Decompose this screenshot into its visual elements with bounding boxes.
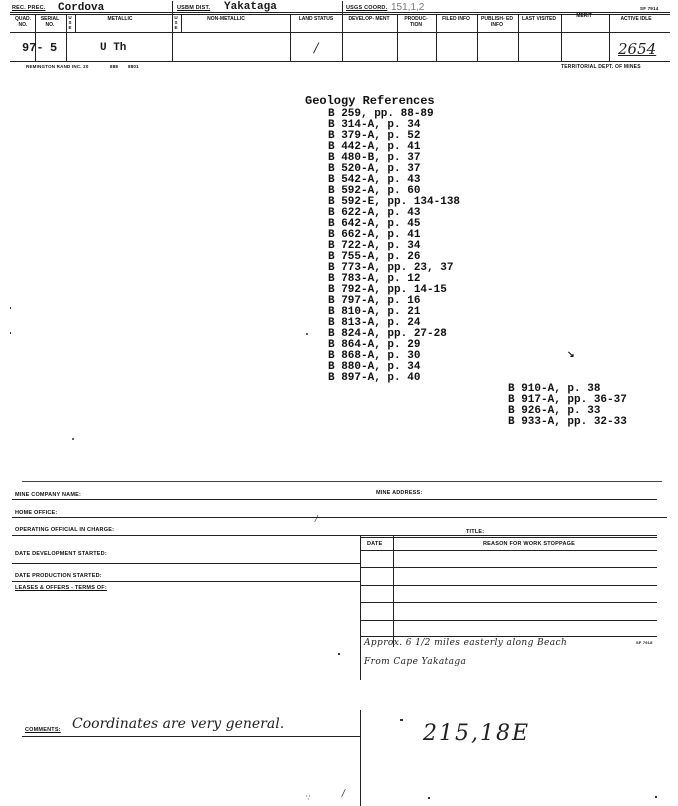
references-list-left: [328, 109, 460, 384]
reference-item: B 783-A, p. 12: [328, 273, 421, 285]
form-number: SF 7914: [640, 6, 659, 11]
stoppage-row: [360, 620, 657, 621]
stoppage-row: [360, 550, 657, 551]
reference-item: B 755-A, p. 26: [328, 251, 421, 263]
reference-item: B 542-A, p. 43: [328, 174, 421, 186]
reference-item: B 797-A, p. 16: [328, 295, 421, 307]
divider-active: [609, 14, 610, 61]
reference-item: B 880-A, p. 34: [328, 361, 421, 373]
rec-prec-label: REC. PREC.: [12, 5, 46, 11]
stoppage-row: [360, 602, 657, 603]
active-idle-label: ACTIVE IDLE: [620, 16, 652, 22]
reference-item: B 642-A, p. 45: [328, 218, 421, 230]
published-info-label: PUBLISH- ED INFO: [481, 16, 513, 28]
usbm-dist-label: USBM DIST.: [177, 5, 211, 11]
reference-item: B 917-A, pp. 36-37: [508, 394, 627, 406]
reference-item: B 520-A, p. 37: [328, 163, 421, 175]
divider-usgs: [342, 1, 343, 14]
date-development-label: DATE DEVELOPMENT STARTED:: [15, 551, 107, 557]
stray-dot: [428, 797, 430, 799]
stoppage-row: [360, 636, 657, 637]
usgs-coord-label: USGS COORD.: [346, 5, 388, 11]
metallic-label: METALLIC: [107, 16, 133, 22]
reference-item: B 926-A, p. 33: [508, 405, 601, 417]
comments-divider: [360, 710, 361, 806]
rule-home-office: [12, 517, 667, 518]
stray-slash: /: [315, 514, 318, 523]
leases-label: LEASES & OFFERS - TERMS OF:: [15, 585, 107, 591]
title-label: TITLE:: [466, 529, 485, 535]
reference-item: B 792-A, pp. 14-15: [328, 284, 447, 296]
location-note-line1: Approx. 6 1/2 miles easterly along Beach: [364, 638, 568, 648]
reference-item: B 824-A, pp. 27-28: [328, 328, 447, 340]
rule-company-bottom: [12, 499, 657, 500]
merit-label: MERIT: [576, 13, 592, 19]
rule-comments: [22, 736, 360, 737]
usgs-coord-value: 151,1,2: [391, 2, 425, 13]
nonmetallic-label: NON-METALLIC: [207, 16, 245, 22]
reason-label: REASON FOR WORK STOPPAGE: [483, 541, 575, 547]
references-title: Geology References: [305, 94, 435, 108]
last-visited-label: LAST VISITED: [522, 16, 556, 22]
printer-code-2: 8801: [128, 64, 139, 69]
reference-item: B 592-A, p. 60: [328, 185, 421, 197]
active-idle-value: 2654: [618, 40, 657, 58]
rule-dev: [12, 563, 360, 564]
stray-mark: /: [342, 789, 346, 799]
reference-item: B 259, pp. 88-89: [328, 108, 434, 120]
divider-dev: [342, 14, 343, 61]
quad-no-label: QUAD. NO.: [14, 16, 32, 28]
stray-dot: [10, 307, 11, 309]
reference-item: B 662-A, p. 41: [328, 229, 421, 241]
divider-land: [290, 14, 291, 61]
rule-prod: [12, 581, 360, 582]
stray-dot: [306, 333, 308, 335]
rule-operating: [12, 535, 657, 536]
serial-value: 5: [50, 41, 58, 55]
operating-official-label: OPERATING OFFICIAL IN CHARGE:: [15, 527, 115, 533]
use-label-metallic: U S E: [68, 15, 72, 30]
stoppage-row: [360, 585, 657, 586]
land-status-value: /: [314, 41, 319, 56]
township-note: 215,18E: [423, 721, 531, 746]
reference-item: B 442-A, p. 41: [328, 141, 421, 153]
comments-value: Coordinates are very general.: [72, 716, 285, 732]
reference-item: B 314-A, p. 34: [328, 119, 421, 131]
home-office-label: HOME OFFICE:: [15, 510, 58, 516]
rule-company-top: [22, 481, 662, 482]
location-note-line2: From Cape Yakataga: [364, 657, 467, 667]
divider-nonmetallic: [181, 14, 182, 32]
use-label-nonmetallic: U S E: [174, 15, 178, 30]
divider-metallic: [75, 14, 76, 32]
reference-item: B 773-A, pp. 23, 37: [328, 262, 454, 274]
stray-dash: [400, 719, 403, 721]
mine-company-label: MINE COMPANY NAME:: [15, 492, 82, 498]
rec-prec-value: Cordova: [58, 2, 105, 14]
reference-item: B 810-A, p. 21: [328, 306, 421, 318]
filed-info-label: FILED INFO: [442, 16, 470, 22]
date-production-label: DATE PRODUCTION STARTED:: [15, 573, 102, 579]
reference-item: B 379-A, p. 52: [328, 130, 421, 142]
rule-operating2: [360, 537, 657, 538]
header-rule-top: [10, 12, 670, 13]
reference-item: B 868-A, p. 30: [328, 350, 421, 362]
divider-usbm: [172, 1, 173, 61]
location-form-number: SF 7918: [636, 640, 653, 645]
reference-item: B 592-E, pp. 134-138: [328, 196, 461, 208]
reference-item: B 480-B, p. 37: [328, 152, 421, 164]
production-label: PRODUC- TION: [404, 16, 428, 28]
divider-merit: [561, 14, 562, 61]
printer-code-1: 888: [110, 64, 119, 69]
reference-item: B 933-A, pp. 32-33: [508, 416, 627, 428]
stray-dot: [72, 438, 74, 440]
development-label: DEVELOP- MENT: [348, 16, 390, 22]
reference-item: B 910-A, p. 38: [508, 383, 601, 395]
header-rule-mid: [10, 32, 670, 33]
stray-mark-arrow: ↘: [567, 349, 575, 359]
serial-no-label: SERIAL NO.: [40, 16, 60, 28]
reference-item: B 813-A, p. 24: [328, 317, 421, 329]
stoppage-date-left: [360, 535, 361, 680]
header-rule-bottom: [10, 61, 670, 62]
date-column-label: DATE: [367, 541, 383, 547]
stoppage-row: [360, 567, 657, 568]
mine-address-label: MINE ADDRESS:: [376, 490, 423, 496]
reference-item: B 897-A, p. 40: [328, 372, 421, 384]
stray-dot: [655, 796, 657, 798]
quad-value: 97-: [22, 41, 44, 55]
usbm-dist-value: Yakataga: [224, 1, 277, 13]
reference-item: B 864-A, p. 29: [328, 339, 421, 351]
references-list-right: [508, 384, 627, 428]
reference-item: B 622-A, p. 43: [328, 207, 421, 219]
printer-label: REMINGTON RAND INC. 20: [26, 64, 89, 69]
land-status-label: LAND STATUS: [298, 16, 334, 22]
stray-mark: ∵: [306, 795, 311, 802]
stray-dot: [338, 653, 340, 655]
stoppage-date-right: [393, 535, 394, 647]
stray-dot: [10, 332, 11, 334]
department-label: TERRITORIAL DEPT. OF MINES: [561, 64, 641, 70]
reference-item: B 722-A, p. 34: [328, 240, 421, 252]
metallic-value: U Th: [100, 42, 127, 54]
comments-label: COMMENTS:: [25, 727, 61, 733]
